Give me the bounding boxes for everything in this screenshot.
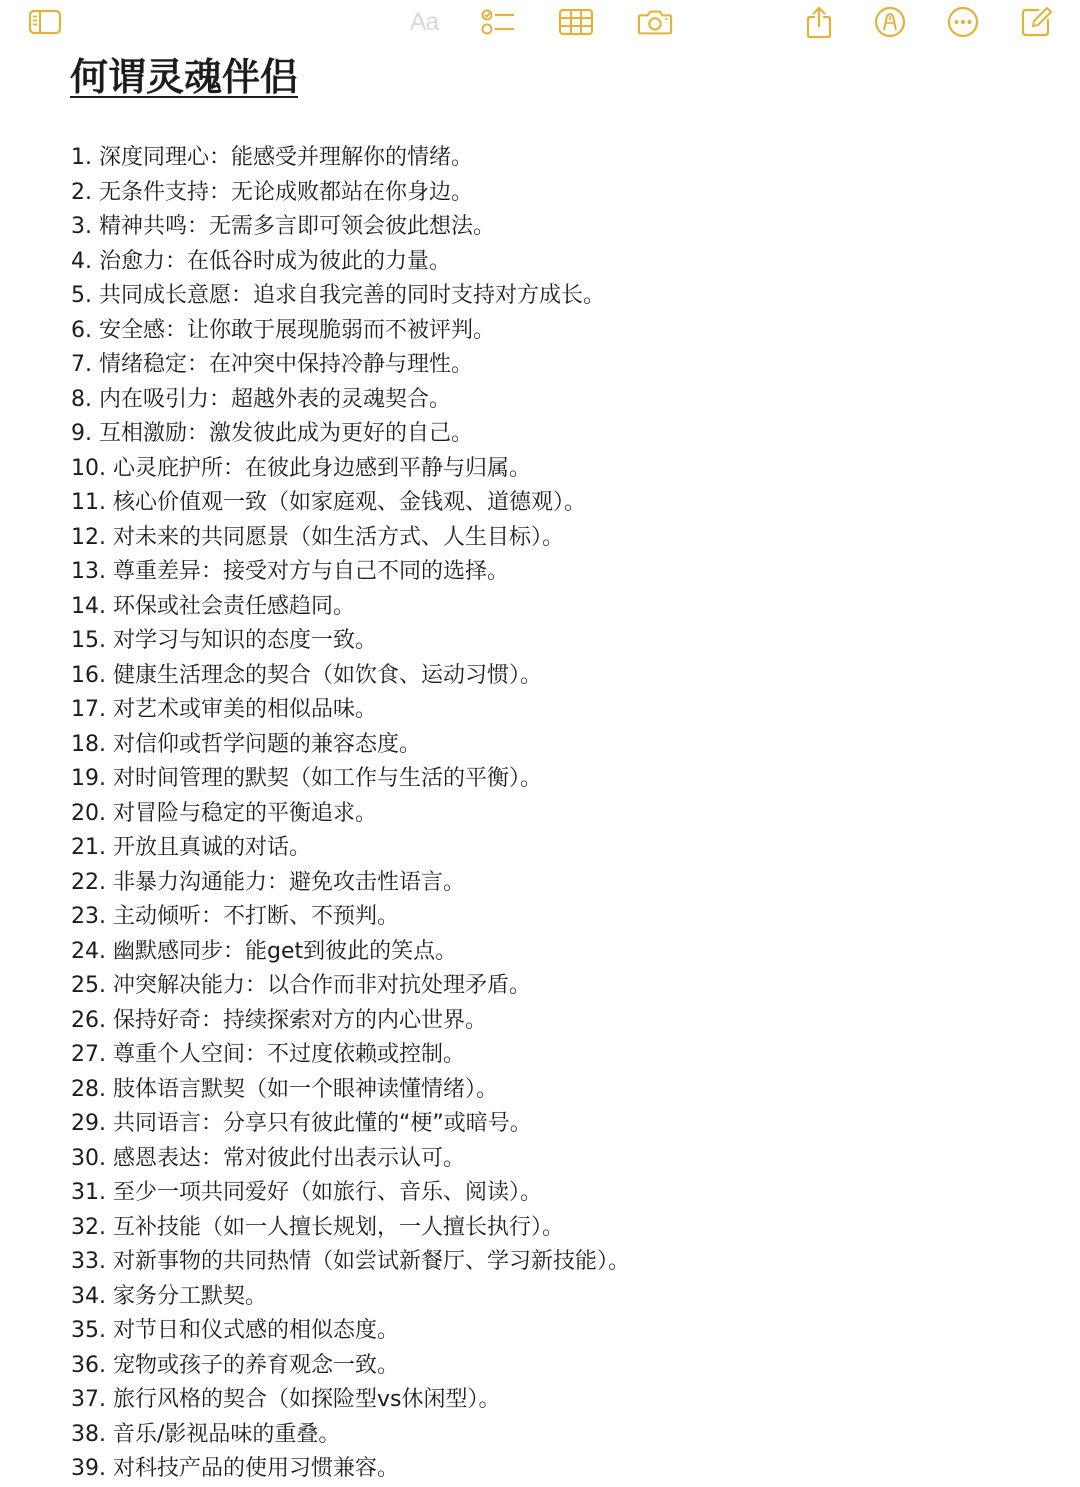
list-item[interactable]: 28. 肢体语言默契（如一个眼神读懂情绪）。 (71, 1076, 498, 1102)
share-button[interactable] (801, 4, 837, 40)
list-item[interactable]: 11. 核心价值观一致（如家庭观、金钱观、道德观）。 (71, 490, 586, 515)
list-item[interactable]: 29. 共同语言：分享只有彼此懂的“梗”或暗号。 (71, 1111, 532, 1136)
list-item[interactable]: 24. 幽默感同步：能get到彼此的笑点。 (71, 938, 458, 964)
list-item[interactable]: 18. 对信仰或哲学问题的兼容态度。 (71, 731, 421, 757)
list-item[interactable]: 19. 对时间管理的默契（如工作与生活的平衡）。 (71, 766, 542, 791)
list-item[interactable]: 25. 冲突解决能力：以合作而非对抗处理矛盾。 (71, 973, 531, 998)
list-item[interactable]: 4. 治愈力：在低谷时成为彼此的力量。 (71, 248, 451, 274)
note-title[interactable]: 何谓灵魂伴侣 (70, 55, 299, 99)
format-text-label: Aa (409, 7, 439, 36)
list-item[interactable]: 22. 非暴力沟通能力：避免攻击性语言。 (71, 869, 465, 895)
list-item[interactable]: 14. 环保或社会责任感趋同。 (71, 593, 355, 619)
list-item[interactable]: 32. 互补技能（如一人擅长规划，一人擅长执行）。 (71, 1214, 564, 1240)
camera-button[interactable] (637, 4, 673, 40)
list-item[interactable]: 31. 至少一项共同爱好（如旅行、音乐、阅读）。 (71, 1180, 542, 1205)
camera-icon (637, 7, 673, 37)
list-item[interactable]: 12. 对未来的共同愿景（如生活方式、人生目标）。 (71, 524, 564, 550)
list-item[interactable]: 37. 旅行风格的契合（如探险型vs休闲型）。 (71, 1387, 501, 1412)
more-options-button[interactable] (945, 4, 981, 40)
list-item[interactable]: 6. 安全感：让你敢于展现脆弱而不被评判。 (71, 317, 495, 343)
list-item[interactable]: 13. 尊重差异：接受对方与自己不同的选择。 (71, 559, 509, 584)
list-item[interactable]: 34. 家务分工默契。 (71, 1283, 267, 1309)
markup-pen-icon (873, 5, 907, 39)
list-item[interactable]: 7. 情绪稳定：在冲突中保持冷静与理性。 (71, 352, 473, 377)
markup-button[interactable] (872, 4, 908, 40)
list-item[interactable]: 36. 宠物或孩子的养育观念一致。 (71, 1352, 399, 1378)
list-item[interactable]: 5. 共同成长意愿：追求自我完善的同时支持对方成长。 (71, 283, 605, 308)
list-item[interactable]: 15. 对学习与知识的态度一致。 (71, 628, 377, 653)
list-item[interactable]: 16. 健康生活理念的契合（如饮食、运动习惯）。 (71, 662, 542, 688)
list-item[interactable]: 23. 主动倾听：不打断、不预判。 (71, 904, 399, 929)
list-item[interactable]: 8. 内在吸引力：超越外表的灵魂契合。 (71, 386, 451, 412)
list-item[interactable]: 21. 开放且真诚的对话。 (71, 835, 311, 860)
sidebar-icon (28, 8, 62, 36)
list-item[interactable]: 30. 感恩表达：常对彼此付出表示认可。 (71, 1145, 465, 1171)
ellipsis-icon (946, 5, 980, 39)
list-item[interactable]: 20. 对冒险与稳定的平衡追求。 (71, 800, 377, 826)
list-item[interactable]: 10. 心灵庇护所：在彼此身边感到平静与归属。 (71, 455, 531, 481)
list-item[interactable]: 38. 音乐/影视品味的重叠。 (71, 1421, 341, 1447)
list-item[interactable]: 33. 对新事物的共同热情（如尝试新餐厅、学习新技能）。 (71, 1249, 630, 1274)
list-item[interactable]: 1. 深度同理心：能感受并理解你的情绪。 (71, 145, 473, 170)
list-item[interactable]: 27. 尊重个人空间：不过度依赖或控制。 (71, 1042, 465, 1067)
list-item[interactable]: 39. 对科技产品的使用习惯兼容。 (71, 1456, 399, 1481)
notes-toolbar (0, 0, 1080, 44)
list-item[interactable]: 35. 对节日和仪式感的相似态度。 (71, 1318, 399, 1343)
table-icon (558, 7, 594, 37)
sidebar-toggle-button[interactable] (27, 4, 63, 40)
checklist-icon (480, 6, 516, 38)
list-item[interactable]: 26. 保持好奇：持续探索对方的内心世界。 (71, 1007, 487, 1033)
compose-button[interactable] (1018, 4, 1054, 40)
list-item[interactable]: 2. 无条件支持：无论成败都站在你身边。 (71, 179, 473, 205)
list-item[interactable]: 9. 互相激励：激发彼此成为更好的自己。 (71, 421, 473, 446)
list-item[interactable]: 17. 对艺术或审美的相似品味。 (71, 697, 377, 722)
table-button[interactable] (558, 4, 594, 40)
format-text-button[interactable] (404, 6, 444, 38)
note-body-list[interactable] (71, 141, 630, 1487)
compose-icon (1019, 5, 1053, 39)
list-item[interactable]: 3. 精神共鸣：无需多言即可领会彼此想法。 (71, 214, 495, 239)
checklist-button[interactable] (480, 4, 516, 40)
share-icon (804, 5, 834, 39)
